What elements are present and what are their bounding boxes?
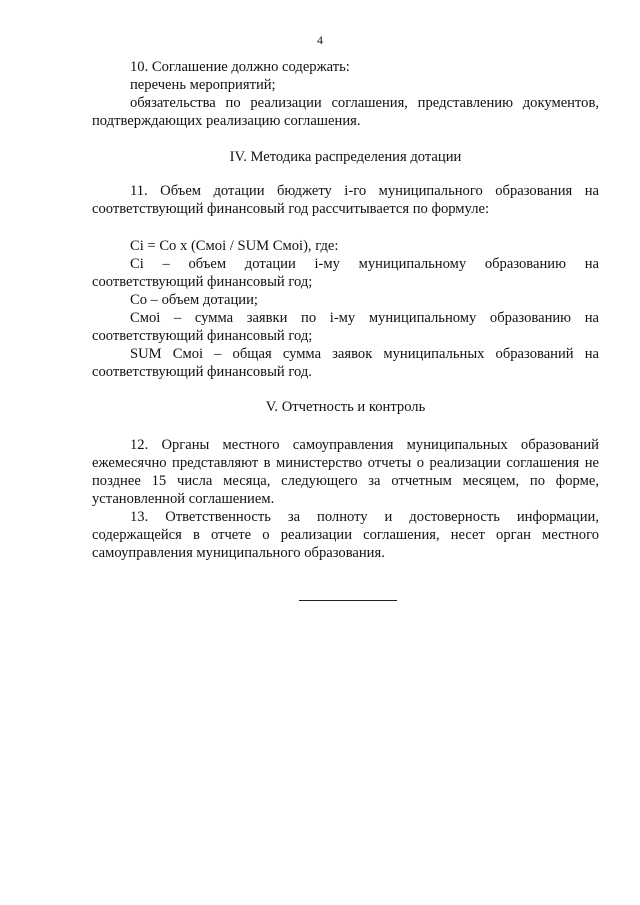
definition-cmoi: Cмоi – сумма заявки по i-му муниципальному образованию на соответствующий финансовый год; bbox=[92, 310, 599, 344]
paragraph-13: 13. Ответственность за полноту и достоверность информации, содержащейся в отчете о реализации соглашения, несет орган местного самоуправления муниципального образования. bbox=[92, 509, 599, 561]
definition-co: Co – объем дотации; bbox=[130, 292, 258, 308]
paragraph-10-item-2: обязательства по реализации соглашения, представлению документов, подтверждающих реализацию соглашения. bbox=[92, 95, 599, 129]
section-4-heading: IV. Методика распределения дотации bbox=[229, 149, 462, 165]
formula: Ci = Co x (Cмоi / SUM Cмоi), где: bbox=[130, 238, 339, 254]
paragraph-11: 11. Объем дотации бюджету i-го муниципального образования на соответствующий финансовый год рассчитывается по формуле: bbox=[92, 183, 599, 217]
paragraph-12: 12. Органы местного самоуправления муниципальных образований ежемесячно представляют в министерство отчеты о реализации соглашения не позднее 15 числа месяца, следующего за отчетным месяцем, по форме, установленной соглашением. bbox=[92, 437, 599, 507]
paragraph-10-item-1: перечень мероприятий; bbox=[130, 77, 276, 93]
end-of-document-rule bbox=[299, 600, 397, 601]
document-body bbox=[92, 58, 599, 562]
definition-ci: Ci – объем дотации i-му муниципальному образованию на соответствующий финансовый год; bbox=[92, 256, 599, 290]
paragraph-10-title: 10. Соглашение должно содержать: bbox=[130, 59, 350, 75]
page-number: 4 bbox=[317, 33, 323, 47]
definition-sum: SUM Cмоi – общая сумма заявок муниципальных образований на соответствующий финансовый год. bbox=[92, 346, 599, 380]
section-5-heading: V. Отчетность и контроль bbox=[265, 399, 426, 415]
